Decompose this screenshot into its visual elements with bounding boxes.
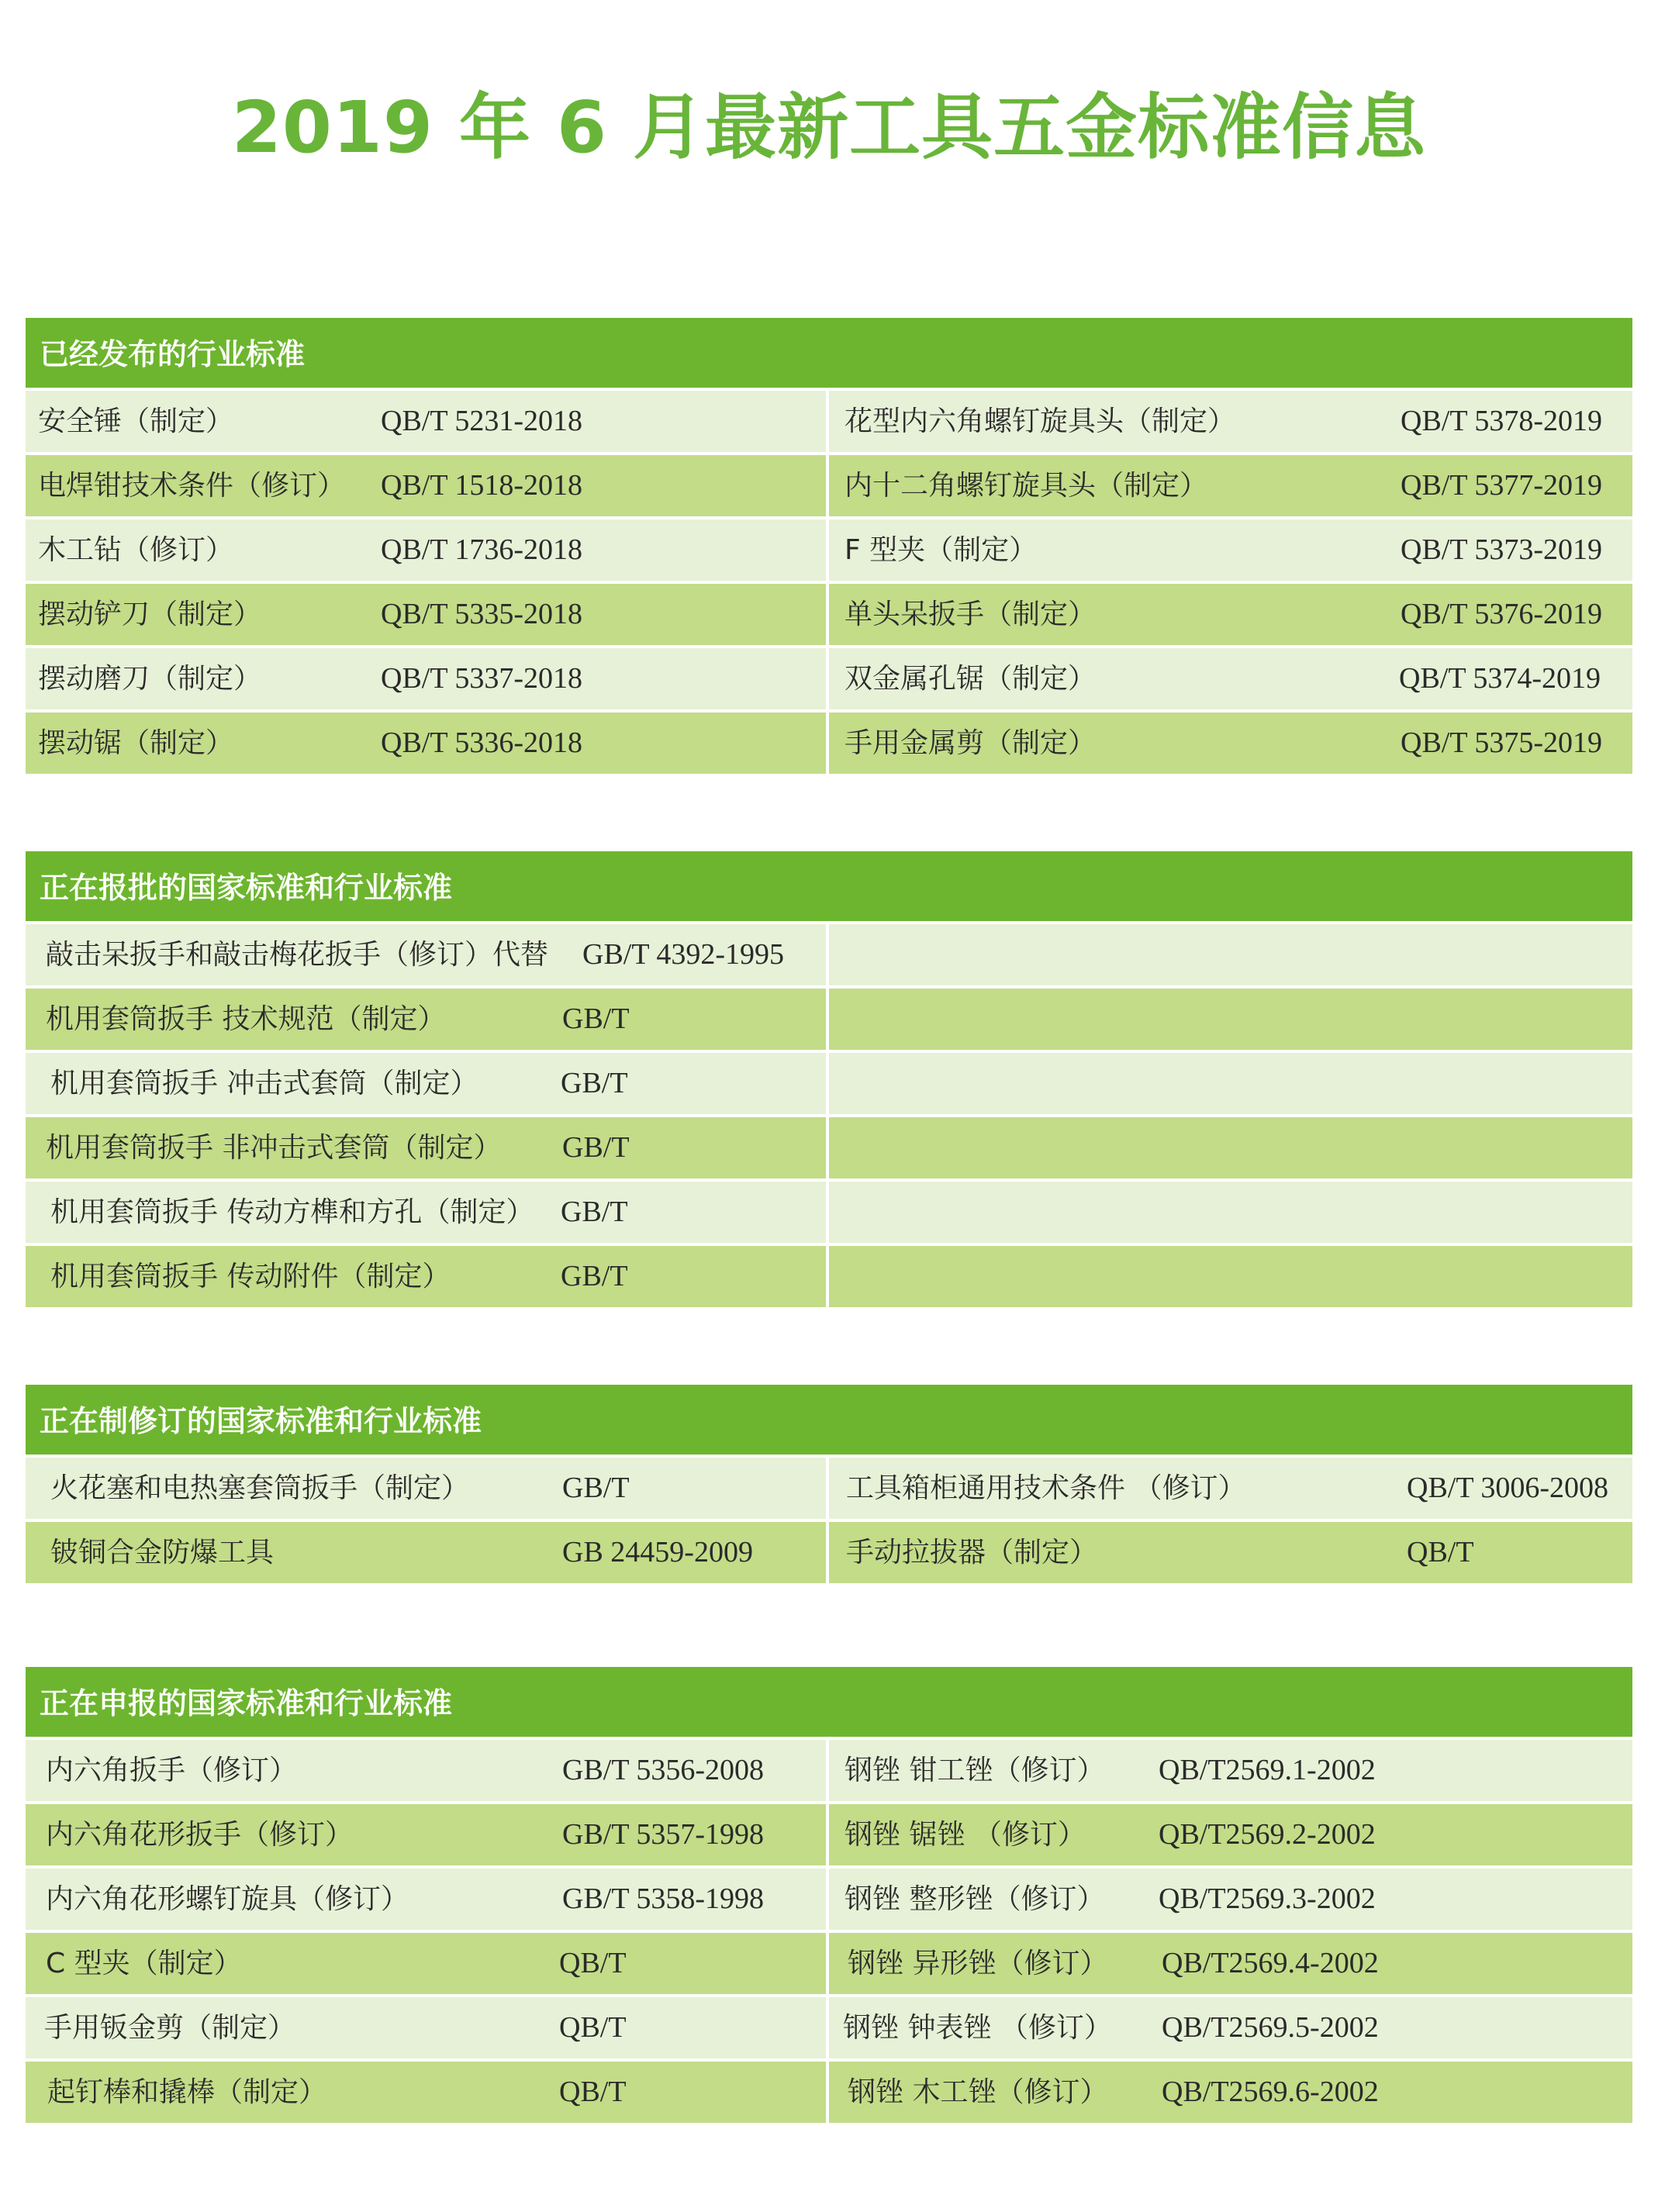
- right-cell: [829, 713, 1632, 774]
- table-row: [26, 713, 1632, 777]
- standard-code: GB/T 5356-2008: [562, 1754, 765, 1786]
- standard-name: 手动拉拔器（制定）: [846, 1537, 1098, 1568]
- left-cell: [26, 1804, 829, 1865]
- left-cell: [26, 2062, 829, 2123]
- table-row: [26, 455, 1632, 519]
- standard-name: 钢锉 锯锉 （修订）: [845, 1819, 1086, 1851]
- standard-code: QB/T 5378-2019: [1401, 405, 1603, 437]
- left-cell: [26, 1246, 829, 1307]
- left-cell: [26, 713, 829, 774]
- standard-code: QB/T2569.3-2002: [1159, 1882, 1376, 1915]
- right-cell: [829, 1522, 1632, 1583]
- standard-code: GB/T: [562, 1131, 630, 1164]
- standard-code: QB/T 1736-2018: [381, 533, 583, 566]
- section-applying-standards: [26, 1667, 1632, 2126]
- left-cell: [26, 1933, 829, 1994]
- section-under-revision-standards: [26, 1385, 1632, 1586]
- section-published-industry-standards: [26, 318, 1632, 777]
- standard-name: 钢锉 钟表锉 （修订）: [843, 2012, 1112, 2044]
- table-row: [26, 648, 1632, 713]
- left-cell: [26, 924, 829, 985]
- left-cell: [26, 1182, 829, 1243]
- right-cell: [829, 2062, 1632, 2123]
- table-row: [26, 519, 1632, 584]
- standard-name: 内六角花形扳手（修订）: [46, 1819, 354, 1851]
- standard-code: QB/T: [1407, 1536, 1474, 1568]
- standard-code: QB/T 5335-2018: [381, 598, 583, 630]
- standard-code: GB/T: [561, 1260, 628, 1292]
- section-header: 已经发布的行业标准: [26, 318, 1632, 391]
- table-row: [26, 1246, 1632, 1310]
- left-cell: [26, 519, 829, 581]
- standard-name: 机用套筒扳手 传动方榫和方孔（制定）: [50, 1196, 534, 1228]
- standard-name: 敲击呆扳手和敲击梅花扳手（修订）代替: [46, 939, 549, 971]
- standard-code: QB/T 3006-2008: [1407, 1472, 1609, 1504]
- standard-name: 手用金属剪（制定）: [845, 727, 1097, 759]
- right-cell: [829, 1804, 1632, 1865]
- standard-name: 摆动锯（制定）: [38, 727, 234, 759]
- standard-code: QB/T: [559, 2076, 627, 2108]
- standard-code: QB/T 5337-2018: [381, 662, 583, 695]
- standard-name: 花型内六角螺钉旋具头（制定）: [845, 405, 1236, 437]
- table-row: [26, 584, 1632, 648]
- section-pending-approval-standards: [26, 851, 1632, 1310]
- table-row: [26, 1458, 1632, 1522]
- table-row: [26, 1933, 1632, 1997]
- right-cell: [829, 1869, 1632, 1930]
- section-header: 正在制修订的国家标准和行业标准: [26, 1385, 1632, 1458]
- left-cell: [26, 648, 829, 709]
- standard-code: QB/T2569.1-2002: [1159, 1754, 1376, 1786]
- right-cell: [829, 648, 1632, 709]
- standard-code: GB/T: [561, 1196, 628, 1228]
- right-cell: [829, 1246, 1632, 1307]
- table-row: [26, 1053, 1632, 1117]
- standard-code: QB/T2569.2-2002: [1159, 1818, 1376, 1851]
- right-cell: [829, 1740, 1632, 1801]
- section-header: 正在申报的国家标准和行业标准: [26, 1667, 1632, 1740]
- table-row: [26, 989, 1632, 1053]
- standard-name: C 型夹（制定）: [46, 1948, 242, 1979]
- standard-code: GB/T: [562, 1472, 630, 1504]
- table-row: [26, 1740, 1632, 1804]
- right-cell: [829, 519, 1632, 581]
- standard-name: 钢锉 木工锉（修订）: [848, 2076, 1108, 2108]
- left-cell: [26, 1458, 829, 1519]
- table-row: [26, 391, 1632, 455]
- left-cell: [26, 1117, 829, 1178]
- standard-name: 内十二角螺钉旋具头（制定）: [845, 470, 1208, 502]
- left-cell: [26, 989, 829, 1050]
- right-cell: [829, 1458, 1632, 1519]
- standard-name: 单头呆扳手（制定）: [845, 599, 1097, 630]
- table-row: [26, 1117, 1632, 1182]
- standard-name: 钢锉 异形锉（修订）: [848, 1948, 1108, 1979]
- right-cell: [829, 455, 1632, 516]
- left-cell: [26, 1869, 829, 1930]
- left-cell: [26, 1997, 829, 2058]
- standard-code: QB/T 5376-2019: [1401, 598, 1603, 630]
- standard-code: GB 24459-2009: [562, 1536, 753, 1568]
- page-title: 2019 年 6 月最新工具五金标准信息: [231, 86, 1427, 169]
- standard-name: 机用套筒扳手 非冲击式套筒（制定）: [46, 1132, 502, 1164]
- standard-name: 手用钣金剪（制定）: [44, 2012, 296, 2044]
- standard-code: QB/T 5373-2019: [1401, 533, 1603, 566]
- standard-name: 电焊钳技术条件（修订）: [38, 470, 346, 502]
- right-cell: [829, 1933, 1632, 1994]
- standard-name: 安全锤（制定）: [38, 405, 234, 437]
- right-cell: [829, 1053, 1632, 1114]
- right-cell: [829, 1117, 1632, 1178]
- standard-name: 机用套筒扳手 冲击式套筒（制定）: [50, 1068, 478, 1099]
- right-cell: [829, 584, 1632, 645]
- standard-code: QB/T 5231-2018: [381, 405, 583, 437]
- standard-code: GB/T: [561, 1067, 628, 1099]
- table-row: [26, 1869, 1632, 1933]
- table-row: [26, 2062, 1632, 2126]
- standard-name: F 型夹（制定）: [845, 534, 1038, 566]
- standard-code: GB/T 4392-1995: [582, 938, 785, 971]
- right-cell: [829, 1997, 1632, 2058]
- standard-name: 铍铜合金防爆工具: [50, 1537, 275, 1568]
- standard-code: GB/T: [562, 1002, 630, 1035]
- standard-code: QB/T2569.4-2002: [1162, 1947, 1379, 1979]
- standard-name: 钢锉 钳工锉（修订）: [845, 1755, 1105, 1786]
- standard-name: 机用套筒扳手 技术规范（制定）: [46, 1003, 446, 1035]
- standard-code: QB/T: [559, 1947, 627, 1979]
- table-row: [26, 924, 1632, 989]
- standard-code: QB/T 5336-2018: [381, 726, 583, 759]
- standard-name: 起钉棒和撬棒（制定）: [47, 2076, 327, 2108]
- left-cell: [26, 1740, 829, 1801]
- standard-code: QB/T 5375-2019: [1401, 726, 1603, 759]
- standard-name: 双金属孔锯（制定）: [845, 663, 1097, 695]
- table-row: [26, 1997, 1632, 2062]
- standard-code: QB/T2569.5-2002: [1162, 2011, 1379, 2044]
- standard-code: GB/T 5358-1998: [562, 1882, 765, 1915]
- standard-code: QB/T 5377-2019: [1401, 469, 1603, 502]
- left-cell: [26, 1053, 829, 1114]
- standard-name: 摆动磨刀（制定）: [38, 663, 262, 695]
- standard-name: 机用套筒扳手 传动附件（制定）: [50, 1261, 451, 1292]
- left-cell: [26, 1522, 829, 1583]
- standard-name: 工具箱柜通用技术条件 （修订）: [846, 1472, 1246, 1504]
- standard-code: QB/T 1518-2018: [381, 469, 583, 502]
- standard-name: 木工钻（修订）: [38, 534, 234, 566]
- section-header: 正在报批的国家标准和行业标准: [26, 851, 1632, 924]
- right-cell: [829, 924, 1632, 985]
- left-cell: [26, 455, 829, 516]
- standard-name: 火花塞和电热塞套筒扳手（制定）: [50, 1472, 470, 1504]
- right-cell: [829, 391, 1632, 452]
- left-cell: [26, 391, 829, 452]
- left-cell: [26, 584, 829, 645]
- table-row: [26, 1182, 1632, 1246]
- standard-code: GB/T 5357-1998: [562, 1818, 765, 1851]
- standard-name: 内六角花形螺钉旋具（修订）: [46, 1883, 409, 1915]
- standard-name: 钢锉 整形锉（修订）: [845, 1883, 1105, 1915]
- standard-code: QB/T 5374-2019: [1399, 662, 1601, 695]
- right-cell: [829, 1182, 1632, 1243]
- table-row: [26, 1522, 1632, 1586]
- standard-code: QB/T2569.6-2002: [1162, 2076, 1379, 2108]
- standard-name: 内六角扳手（修订）: [46, 1755, 298, 1786]
- standard-code: QB/T: [559, 2011, 627, 2044]
- right-cell: [829, 989, 1632, 1050]
- table-row: [26, 1804, 1632, 1869]
- standard-name: 摆动铲刀（制定）: [38, 599, 262, 630]
